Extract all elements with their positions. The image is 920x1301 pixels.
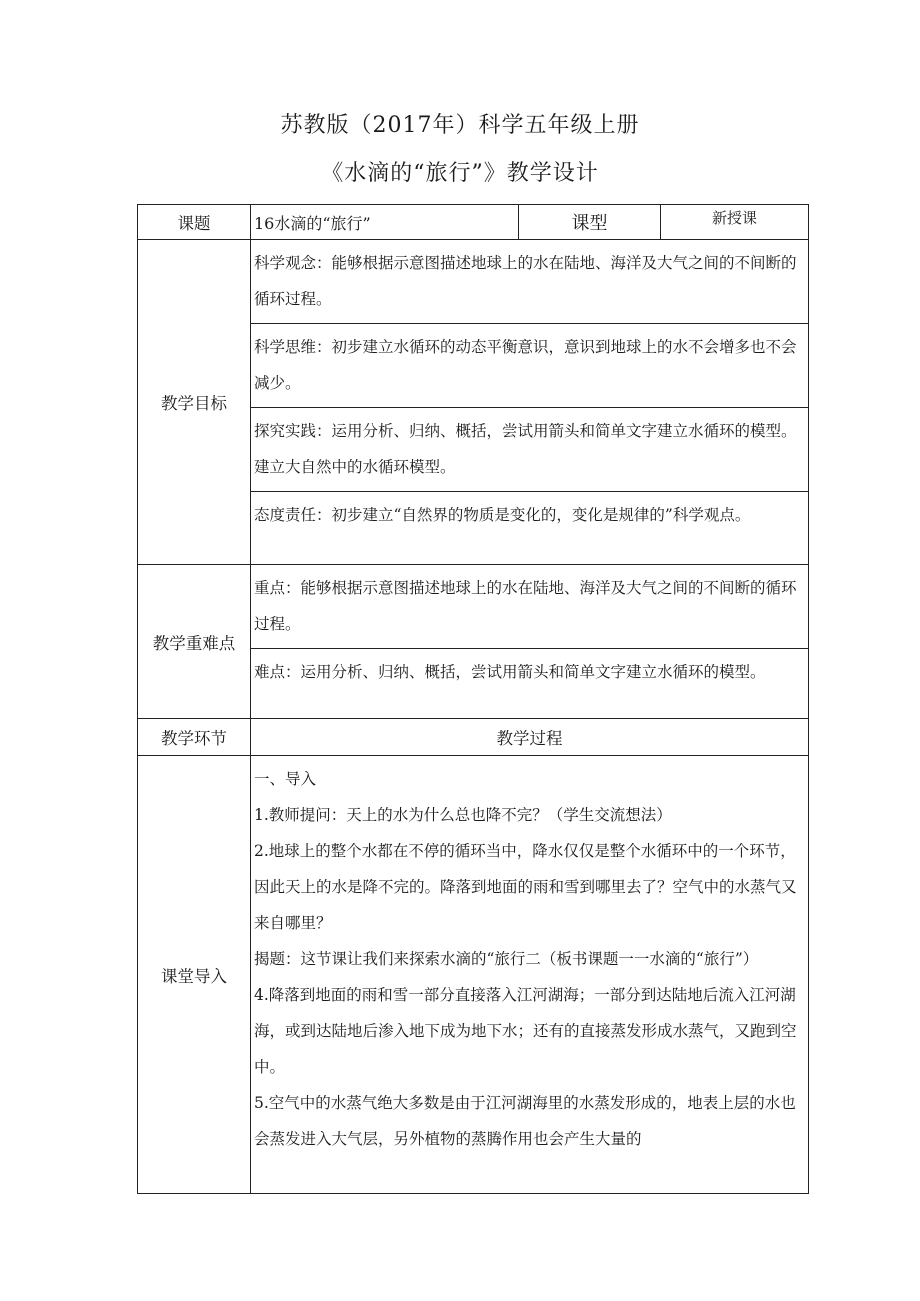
lesson-type-value: 新授课 — [661, 205, 809, 240]
intro-label: 课堂导入 — [138, 756, 251, 1194]
key-points-label: 教学重难点 — [138, 565, 251, 719]
topic-value: 16水滴的“旅行” — [251, 205, 519, 240]
topic-label: 课题 — [138, 205, 251, 240]
goal-item: 科学观念：能够根据示意图描述地球上的水在陆地、海洋及大气之间的不间断的循环过程。 — [251, 240, 809, 324]
key-point-item: 难点：运用分析、归纳、概括，尝试用箭头和简单文字建立水循环的模型。 — [251, 649, 809, 719]
intro-line: 揭题：这节课让我们来探索水滴的“旅行二（板书课题一一水滴的“旅行”） — [254, 950, 759, 968]
intro-line: 5.空气中的水蒸气绝大多数是由于江河湖海里的水蒸发形成的，地表上层的水也会蒸发进入大气层，另外植物的蒸腾作用也会产生大量的 — [254, 1094, 796, 1148]
stage-header: 教学环节 — [138, 719, 251, 756]
topic-row — [138, 205, 809, 240]
goal-item: 探究实践：运用分析、归纳、概括，尝试用箭头和简单文字建立水循环的模型。建立大自然中的水循环模型。 — [251, 408, 809, 492]
goal-item: 科学思维：初步建立水循环的动态平衡意识，意识到地球上的水不会增多也不会减少。 — [251, 324, 809, 408]
document-subtitle: 《水滴的“旅行”》教学设计 — [321, 161, 599, 186]
goals-label: 教学目标 — [138, 240, 251, 565]
goal-item: 态度责任：初步建立“自然界的物质是变化的，变化是规律的”科学观点。 — [251, 492, 809, 565]
key-point-item: 重点：能够根据示意图描述地球上的水在陆地、海洋及大气之间的不间断的循环过程。 — [251, 565, 809, 649]
intro-line: 2.地球上的整个水都在不停的循环当中，降水仅仅是整个水循环中的一个环节，因此天上的水是降不完的。降落到地面的雨和雪到哪里去了？空气中的水蒸气又来自哪里？ — [254, 842, 797, 932]
lesson-plan-table — [137, 204, 809, 1194]
intro-line: 1.教师提问：天上的水为什么总也降不完？（学生交流想法） — [254, 806, 672, 824]
intro-line: 4.降落到地面的雨和雪一部分直接落入江河湖海；一部分到达陆地后流入江河湖海，或到达陆地后渗入地下成为地下水；还有的直接蒸发形成水蒸气，又跑到空中。 — [254, 986, 797, 1076]
process-header: 教学过程 — [251, 719, 809, 756]
intro-content — [251, 756, 809, 1194]
lesson-type-label: 课型 — [519, 205, 661, 240]
document-title: 苏教版（2017年）科学五年级上册 — [280, 113, 640, 138]
intro-line: 一、导入 — [254, 770, 317, 788]
process-header-row — [138, 719, 809, 756]
